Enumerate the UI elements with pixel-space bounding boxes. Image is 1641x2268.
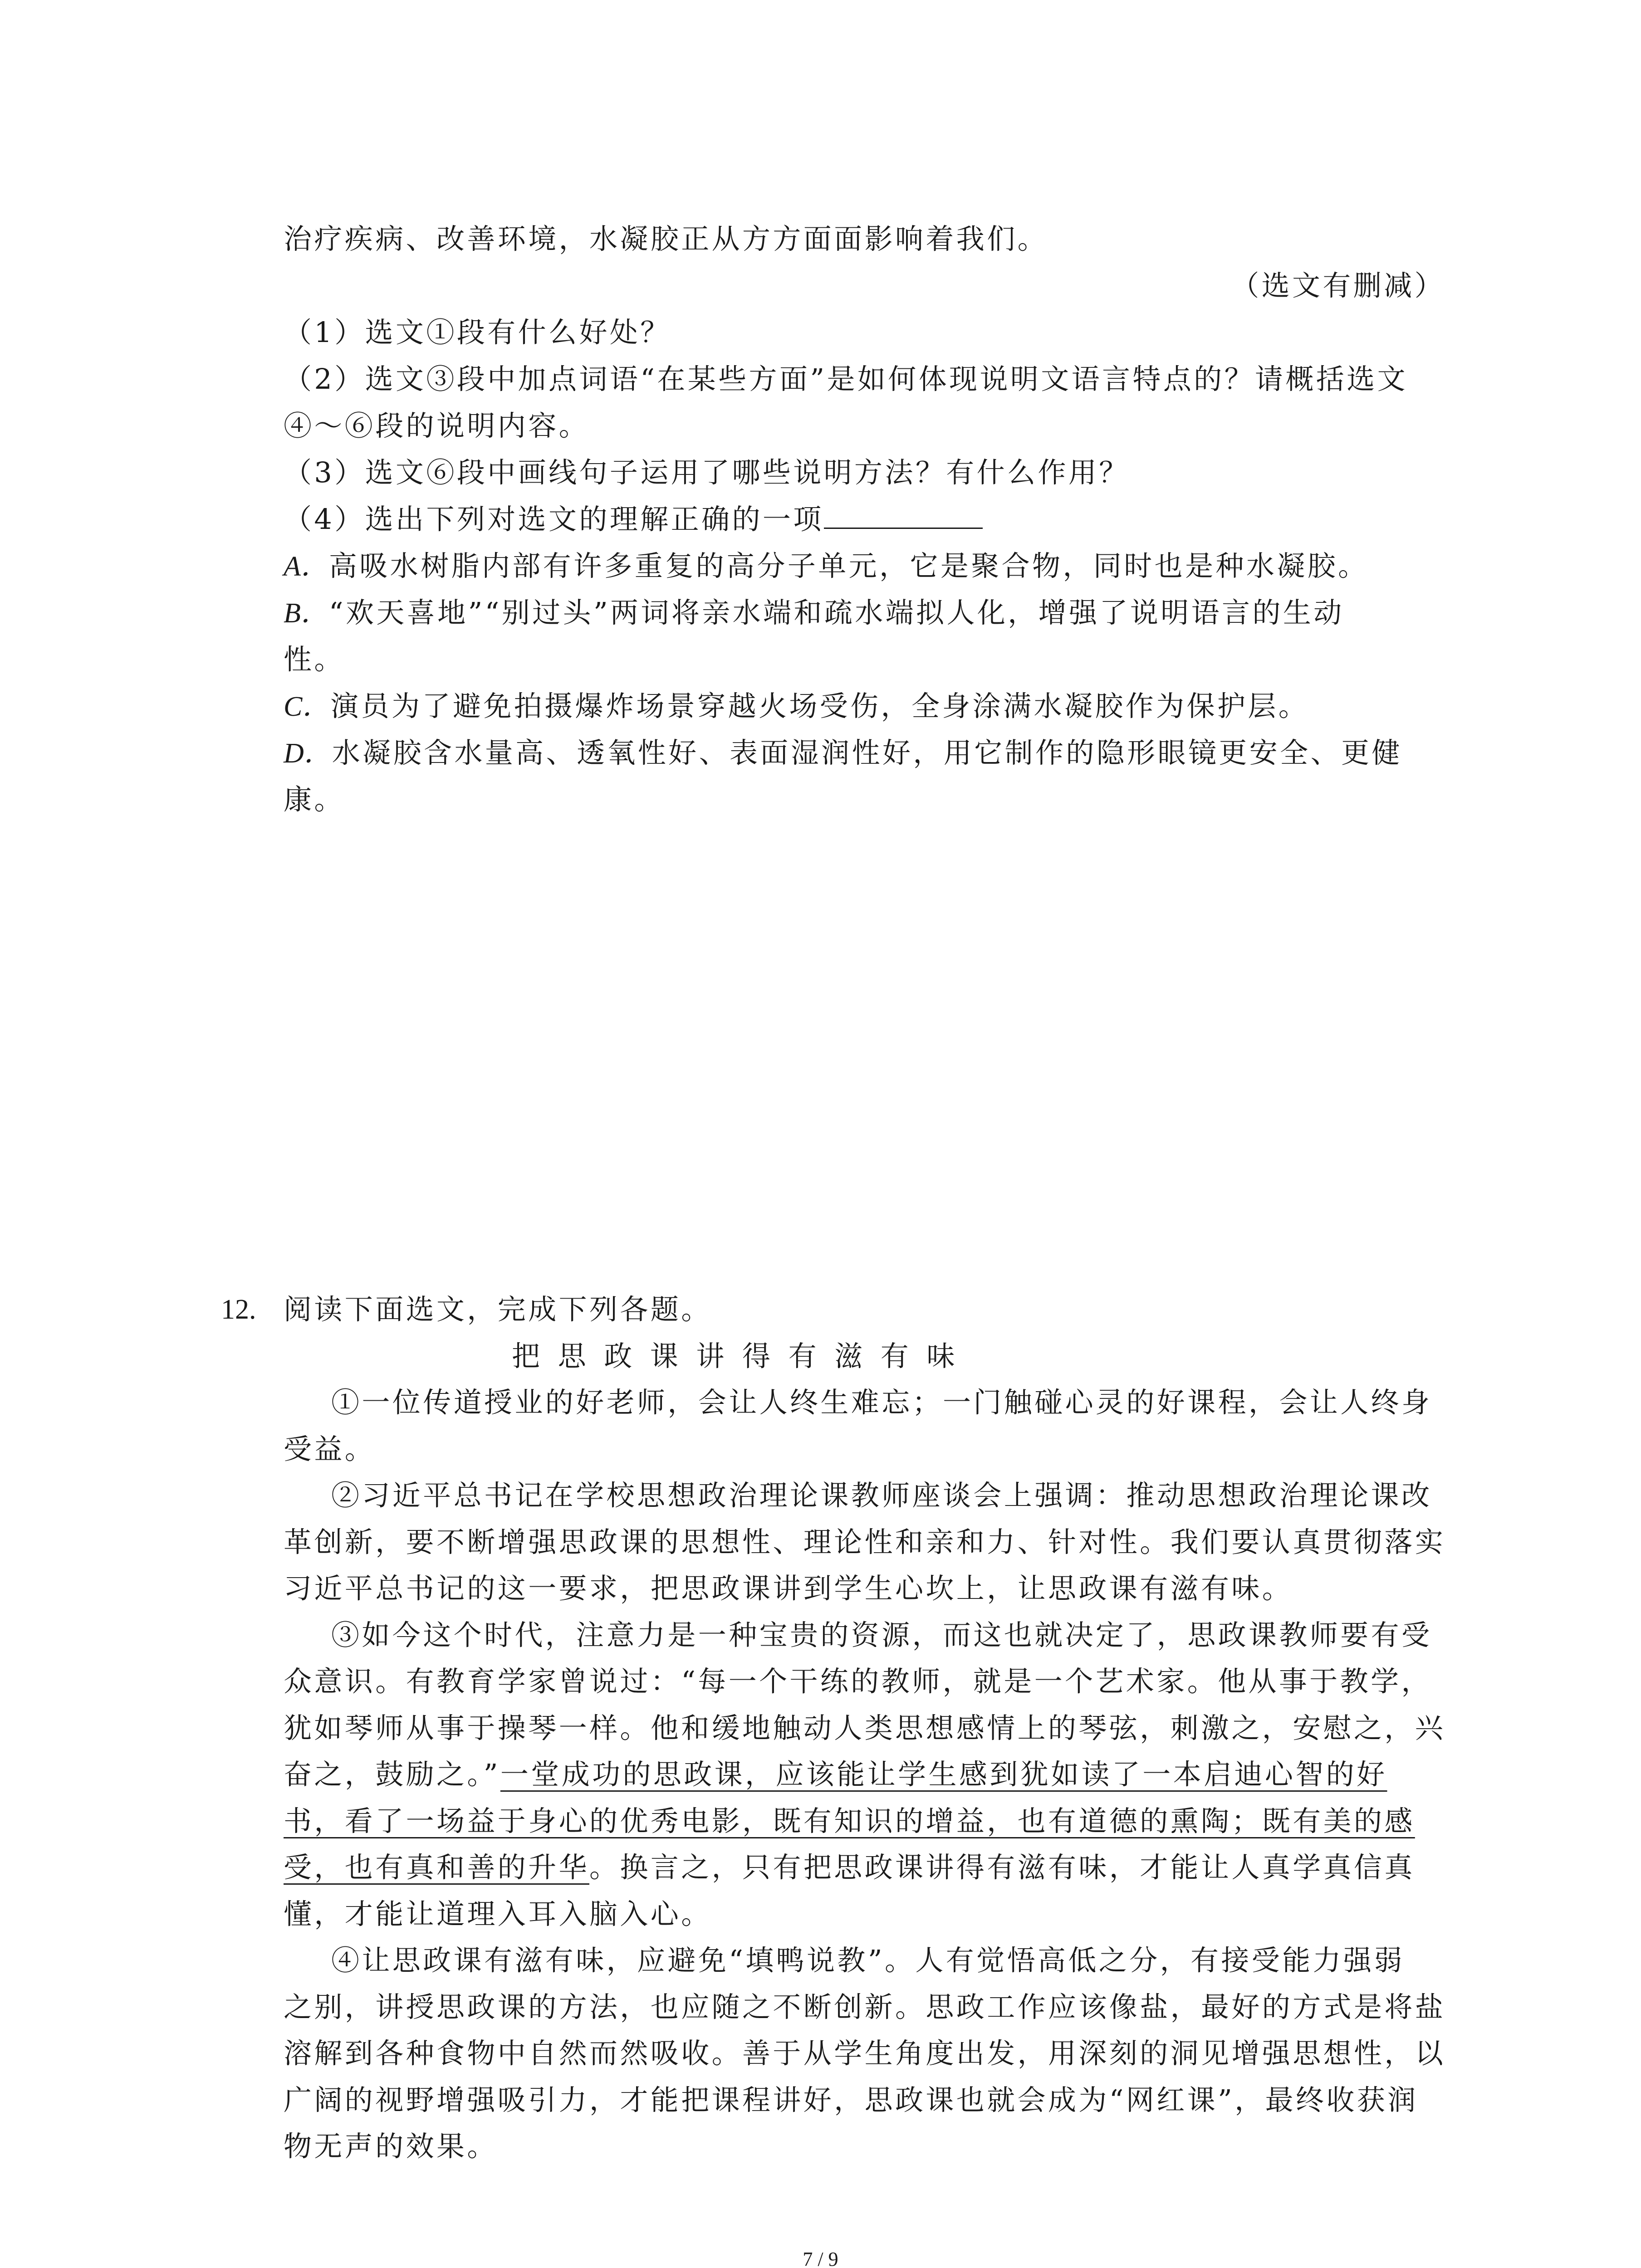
page-number: 7 / 9	[803, 2248, 838, 2268]
paragraph-3-line-4	[284, 1751, 1463, 1798]
paragraph-3-line-1: ③如今这个时代，注意力是一种宝贵的资源，而这也就决定了，思政课教师要有受	[331, 1618, 1432, 1652]
source-note: （选文有删减）	[1231, 269, 1445, 302]
answer-blank	[824, 527, 983, 529]
paragraph-4-line-1: ④让思政课有滋有味，应避免“填鸭说教”。人有觉悟高低之分，有接受能力强弱	[331, 1944, 1405, 1977]
option-b	[284, 589, 1463, 636]
paragraph-4-line-4: 广阔的视野增强吸引力，才能把课程讲好，思政课也就会成为“网红课”，最终收获润	[284, 2083, 1418, 2116]
paragraph-3-line-5	[284, 1798, 1463, 1845]
option-a-text: 高吸水树脂内部有许多重复的高分子单元，它是聚合物，同时也是种水凝胶。	[328, 549, 1369, 582]
paragraph-1-line-1: ①一位传道授业的好老师，会让人终生难忘；一门触碰心灵的好课程，会让人终身	[331, 1386, 1432, 1419]
option-b-text: “欢天喜地”“别过头”两词将亲水端和疏水端拟人化，增强了说明语言的生动	[328, 596, 1344, 629]
subquestion-1: （1）选文①段有什么好处？	[284, 316, 671, 349]
subquestion-2-line-2: ④～⑥段的说明内容。	[284, 409, 590, 442]
paragraph-3-line-3: 犹如琴师从事于操琴一样。他和缓地触动人类思想感情上的琴弦，刺激之，安慰之，兴	[284, 1711, 1446, 1745]
option-d-label: D．	[284, 738, 332, 769]
option-d	[284, 729, 1463, 776]
previous-question-section	[284, 215, 1463, 823]
subquestion-4-text: （4）选出下列对选文的理解正确的一项	[284, 503, 824, 536]
paragraph-4-line-3: 溶解到各种食物中自然而然吸收。善于从学生角度出发，用深刻的洞见增强思想性，以	[284, 2037, 1446, 2070]
question-number: 12.	[221, 1294, 256, 1325]
option-d-text: 水凝胶含水量高、透氧性好、表面湿润性好，用它制作的隐形眼镜更安全、更健	[332, 736, 1402, 769]
underlined-sentence: 受，也有真和善的升华	[284, 1851, 590, 1884]
option-b-label: B．	[284, 598, 329, 629]
paragraph-1-line-2: 受益。	[284, 1432, 376, 1466]
question-instruction: 阅读下面选文，完成下列各题。	[284, 1293, 712, 1326]
subquestion-2-line-1: （2）选文③段中加点词语“在某些方面”是如何体现说明文语言特点的？请概括选文	[284, 362, 1408, 396]
paragraph-3-line-7: 懂，才能让道理入耳入脑入心。	[284, 1897, 712, 1931]
passage-title: 把思政课讲得有滋有味	[512, 1339, 973, 1373]
option-a	[284, 543, 1463, 589]
paragraph-2-line-3: 习近平总书记的这一要求，把思政课讲到学生心坎上，让思政课有滋有味。	[284, 1572, 1293, 1605]
paragraph-2-line-1: ②习近平总书记在学校思想政治理论课教师座谈会上强调：推动思想政治理论课改	[331, 1479, 1432, 1512]
plain-text: 奋之，鼓励之。”	[284, 1758, 500, 1791]
paragraph-4-line-5: 物无声的效果。	[284, 2130, 498, 2163]
underlined-sentence: 书，看了一场益于身心的优秀电影，既有知识的增益，也有道德的熏陶；既有美的感	[284, 1804, 1415, 1838]
option-d-continuation: 康。	[284, 783, 345, 816]
paragraph-3-line-2: 众意识。有教育学家曾说过：“每一个干练的教师，就是一个艺术家。他从事于教学，	[284, 1665, 1432, 1698]
option-c-label: C．	[284, 691, 331, 722]
plain-text: 。换言之，只有把思政课讲得有滋有味，才能让人真学真信真	[589, 1851, 1415, 1884]
subquestion-4	[284, 496, 1463, 543]
paragraph-2-line-2: 革创新，要不断增强思政课的思想性、理论性和亲和力、针对性。我们要认真贯彻落实	[284, 1525, 1446, 1559]
option-a-label: A．	[284, 551, 329, 582]
option-c	[284, 683, 1463, 729]
underlined-sentence: 一堂成功的思政课，应该能让学生感到犹如读了一本启迪心智的好	[500, 1758, 1387, 1791]
question-12-header	[221, 1286, 1463, 1333]
option-b-continuation: 性。	[284, 643, 345, 676]
subquestion-3: （3）选文⑥段中画线句子运用了哪些说明方法？有什么作用？	[284, 456, 1130, 489]
passage-tail: 治疗疾病、改善环境，水凝胶正从方方面面影响着我们。	[284, 222, 1048, 255]
question-12-section	[221, 1286, 1463, 2170]
paragraph-4-line-2: 之别，讲授思政课的方法，也应随之不断创新。思政工作应该像盐，最好的方式是将盐	[284, 1990, 1446, 2024]
paragraph-3-line-6	[284, 1844, 1463, 1891]
option-c-text: 演员为了避免拍摄爆炸场景穿越火场受伤，全身涂满水凝胶作为保护层。	[330, 689, 1309, 723]
